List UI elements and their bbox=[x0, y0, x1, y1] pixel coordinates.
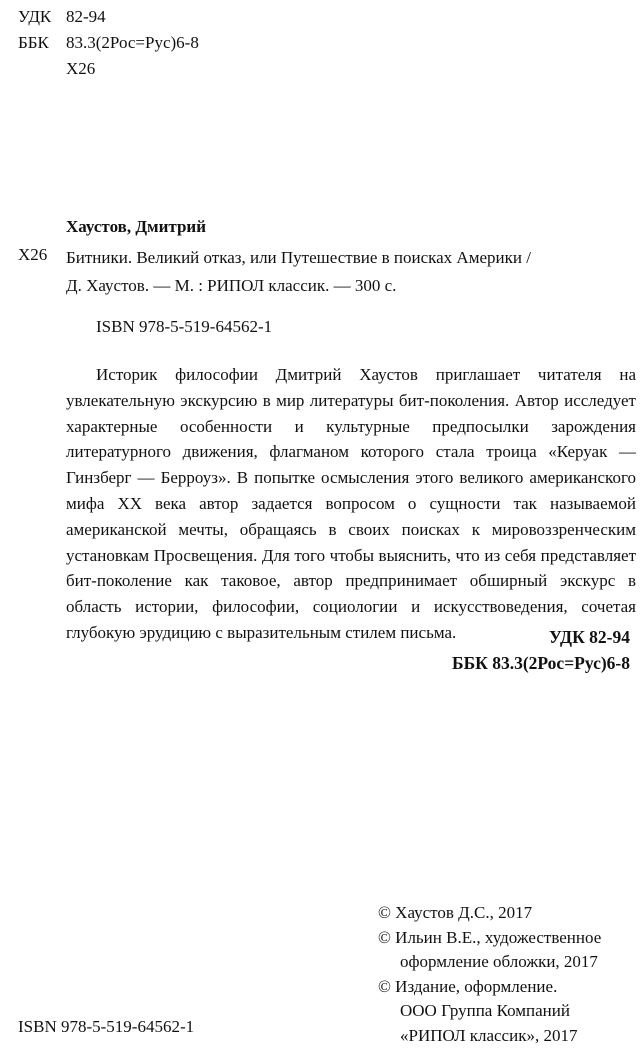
copyright-illustrator: © Ильин В.Е., художественное bbox=[378, 927, 602, 947]
copyright-publisher: ООО Группа Компаний bbox=[400, 1001, 570, 1020]
udk-classification: УДК 82-94 bbox=[548, 627, 630, 647]
bibliographic-description bbox=[66, 244, 634, 300]
bbk-label: ББК bbox=[18, 33, 49, 52]
copyright-author: © Хаустов Д.С., 2017 bbox=[378, 903, 533, 922]
author-mark-top: Х26 bbox=[66, 59, 96, 78]
isbn-bottom: ISBN 978-5-519-64562-1 bbox=[18, 1017, 195, 1036]
author-heading: Хаустов, Дмитрий bbox=[66, 217, 206, 236]
copyright-illustrator-cont: оформление обложки, 2017 bbox=[400, 952, 598, 971]
abstract-paragraph: Историк философии Дмитрий Хаустов приглашает читателя на увлекательную экскурсию в мир литературы бит-поколения. Автор исследует характерные особенности и культурные предпосылки зарождения литературного движения, флагманом которого стала троица «Керуак — Гинзберг — Берроуз». В попытке осмысления этого великого американского мифа XX века автор задается вопросом о сущности так называемой американской мечты, обращаясь в своих поисках к мировоззренческим установкам Просвещения. Для того чтобы выяснить, что из себя представляет бит-поколение как таковое, автор предпринимает обширный экскурс в область истории, философии, социологии и искусствоведения, сочетая глубокую эрудицию с выразительным стилем письма. bbox=[66, 365, 636, 642]
bbk-classification: ББК 83.3(2Рос=Рус)6-8 bbox=[452, 653, 630, 673]
udk-value: 82-94 bbox=[66, 7, 106, 26]
bbk-value: 83.3(2Рос=Рус)6-8 bbox=[66, 33, 199, 52]
isbn-record: ISBN 978-5-519-64562-1 bbox=[96, 317, 273, 336]
bib-line-2: Д. Хаустов. — М. : РИПОЛ классик. — 300 с. bbox=[66, 276, 397, 295]
author-mark: Х26 bbox=[18, 245, 48, 264]
copyright-publisher-cont: «РИПОЛ классик», 2017 bbox=[400, 1025, 578, 1045]
bib-line-1: Битники. Великий отказ, или Путешествие в поисках Америки / bbox=[66, 248, 531, 267]
udk-label: УДК bbox=[18, 7, 52, 26]
copyright-block bbox=[378, 901, 638, 1048]
copyright-edition: © Издание, оформление. bbox=[378, 976, 558, 996]
